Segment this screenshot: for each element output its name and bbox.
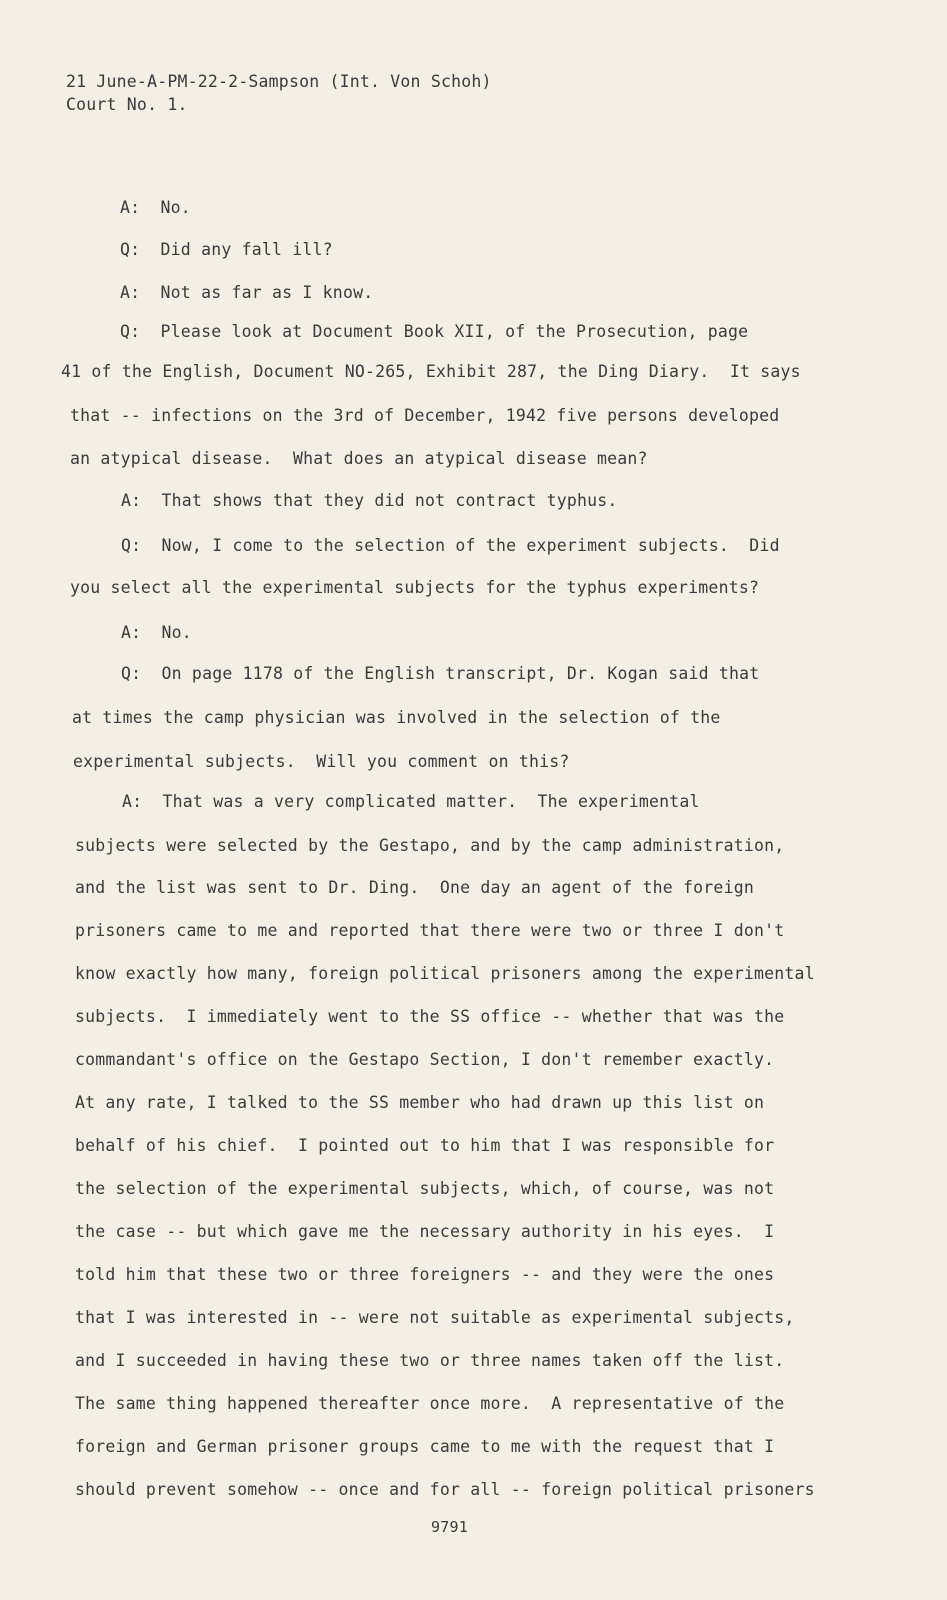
body-line: Q: Please look at Document Book XII, of the Prosecution, page xyxy=(120,322,749,341)
body-line: At any rate, I talked to the SS member who had drawn up this list on xyxy=(75,1093,765,1112)
body-line: A: That shows that they did not contract typhus. xyxy=(121,491,618,510)
body-line: Q: Did any fall ill? xyxy=(120,240,333,259)
body-line: The same thing happened thereafter once more. A representative of the xyxy=(75,1394,785,1413)
body-line: Q: Now, I come to the selection of the experiment subjects. Did xyxy=(121,536,780,555)
body-line: A: Not as far as I know. xyxy=(120,283,374,302)
body-line: behalf of his chief. I pointed out to him that I was responsible for xyxy=(75,1136,775,1155)
body-line: A: No. xyxy=(120,198,191,217)
body-line: experimental subjects. Will you comment on this? xyxy=(73,752,570,771)
body-line: A: That was a very complicated matter. The experimental xyxy=(122,792,700,811)
body-line: and I succeeded in having these two or three names taken off the list. xyxy=(75,1351,785,1370)
body-line: that -- infections on the 3rd of December, 1942 five persons developed xyxy=(70,406,780,425)
body-line: you select all the experimental subjects for the typhus experiments? xyxy=(70,578,760,597)
header-line-1: 21 June-A-PM-22-2-Sampson (Int. Von Schoh) xyxy=(66,72,492,91)
body-line: told him that these two or three foreigners -- and they were the ones xyxy=(75,1265,775,1284)
body-line: A: No. xyxy=(121,623,192,642)
body-line: Q: On page 1178 of the English transcript, Dr. Kogan said that xyxy=(121,664,760,683)
body-line: an atypical disease. What does an atypical disease mean? xyxy=(70,449,648,468)
body-line: subjects. I immediately went to the SS office -- whether that was the xyxy=(75,1007,785,1026)
body-line: prisoners came to me and reported that there were two or three I don't xyxy=(75,921,785,940)
body-line: and the list was sent to Dr. Ding. One day an agent of the foreign xyxy=(75,878,754,897)
body-line: the selection of the experimental subjects, which, of course, was not xyxy=(75,1179,775,1198)
body-line: the case -- but which gave me the necessary authority in his eyes. I xyxy=(75,1222,775,1241)
body-line: 41 of the English, Document NO-265, Exhibit 287, the Ding Diary. It says xyxy=(61,362,801,381)
body-line: know exactly how many, foreign political prisoners among the experimental xyxy=(75,964,815,983)
body-line: that I was interested in -- were not suitable as experimental subjects, xyxy=(75,1308,795,1327)
body-line: at times the camp physician was involved in the selection of the xyxy=(72,708,721,727)
body-line: should prevent somehow -- once and for all -- foreign political prisoners xyxy=(75,1480,815,1499)
body-line: subjects were selected by the Gestapo, and by the camp administration, xyxy=(75,836,785,855)
body-line: foreign and German prisoner groups came to me with the request that I xyxy=(75,1437,775,1456)
header-line-2: Court No. 1. xyxy=(66,95,188,114)
body-line: commandant's office on the Gestapo Section, I don't remember exactly. xyxy=(75,1050,775,1069)
page-number: 9791 xyxy=(431,1518,468,1536)
